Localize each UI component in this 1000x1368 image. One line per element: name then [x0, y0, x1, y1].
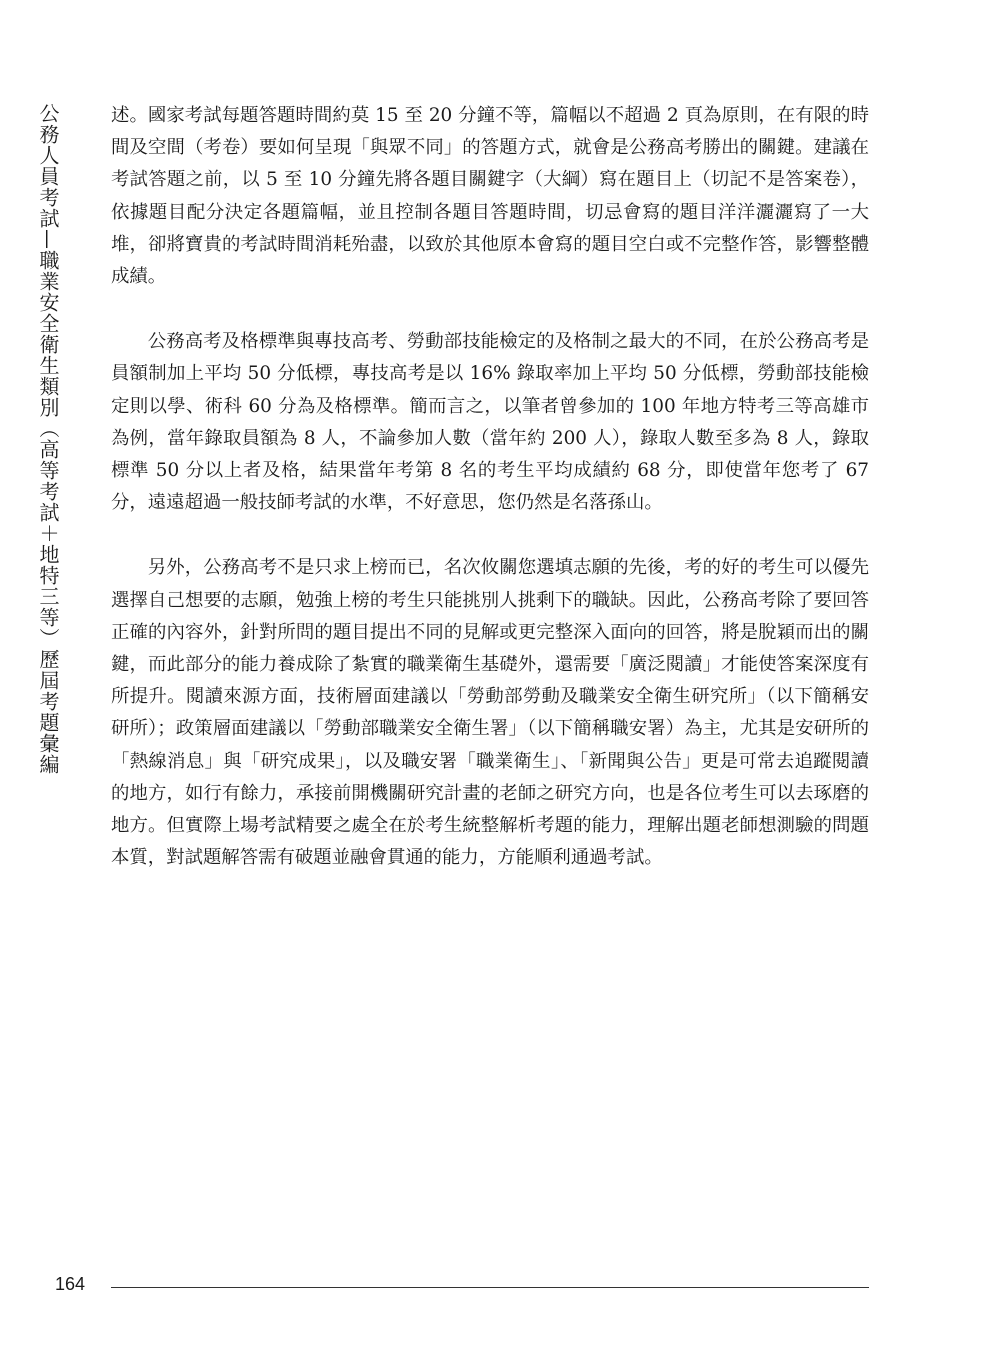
page-number: 164: [55, 1274, 86, 1294]
paragraph-ranking-and-reading: 另外，公務高考不是只求上榜而已，名次攸關您選填志願的先後，考的好的考生可以優先選擇自己想要的志願，勉強上榜的考生只能挑別人挑剩下的職缺。因此，公務高考除了要回答正確的內容外，針對所問的題目提出不同的見解或更完整深入面向的回答，將是脫穎而出的關鍵，而此部分的能力養成除了紮實的職業衛生基礎外，還需要「廣泛閱讀」才能使答案深度有所提升。閱讀來源方面，技術層面建議以「勞動部勞動及職業安全衛生研究所」（以下簡稱安研所）；政策層面建議以「勞動部職業安全衛生署」（以下簡稱職安署）為主，尤其是安研所的「熱線消息」與「研究成果」，以及職安署「職業衛生」、「新聞與公告」更是可常去追蹤閱讀的地方，如行有餘力，承接前開機關研究計畫的老師之研究方向，也是各位考生可以去琢磨的地方。但實際上場考試精要之處全在於考生統整解析考題的能力，理解出題老師想測驗的問題本質，對試題解答需有破題並融會貫通的能力，方能順利通過考試。: [111, 557, 869, 869]
body-text: [111, 100, 869, 874]
running-header-title: 公務人員考試—職業安全衛生類別（高等考試＋地特三等）歷屆考題彙編: [36, 103, 60, 775]
paragraph-passing-standard: 公務高考及格標準與專技高考、勞動部技能檢定的及格制之最大的不同，在於公務高考是員額制加上平均 50 分低標，專技高考是以 16% 錄取率加上平均 50 分低標，勞動部技能檢定則以學、術科 60 分為及格標準。簡而言之，以筆者曾參加的 100 年地方特考三等高雄市為例，當年錄取員額為 8 人，不論參加人數（當年約 200 人），錄取人數至多為 8 人，錄取標準 50 分以上者及格，結果當年考第 8 名的考生平均成績約 68 分，即使當年您考了 67 分，遠遠超過一般技師考試的水準，不好意思，您仍然是名落孫山。: [111, 331, 869, 514]
footer-divider: [111, 1287, 869, 1288]
paragraph-continued: 述。國家考試每題答題時間約莫 15 至 20 分鐘不等，篇幅以不超過 2 頁為原則，在有限的時間及空間（考卷）要如何呈現「與眾不同」的答題方式，就會是公務高考勝出的關鍵。建議在考試答題之前，以 5 至 10 分鐘先將各題目關鍵字（大綱）寫在題目上（切記不是答案卷），依據題目配分決定各題篇幅，並且控制各題目答題時間，切忌會寫的題目洋洋灑灑寫了一大堆，卻將寶貴的考試時間消耗殆盡，以致於其他原本會寫的題目空白或不完整作答，影響整體成績。: [111, 105, 869, 288]
